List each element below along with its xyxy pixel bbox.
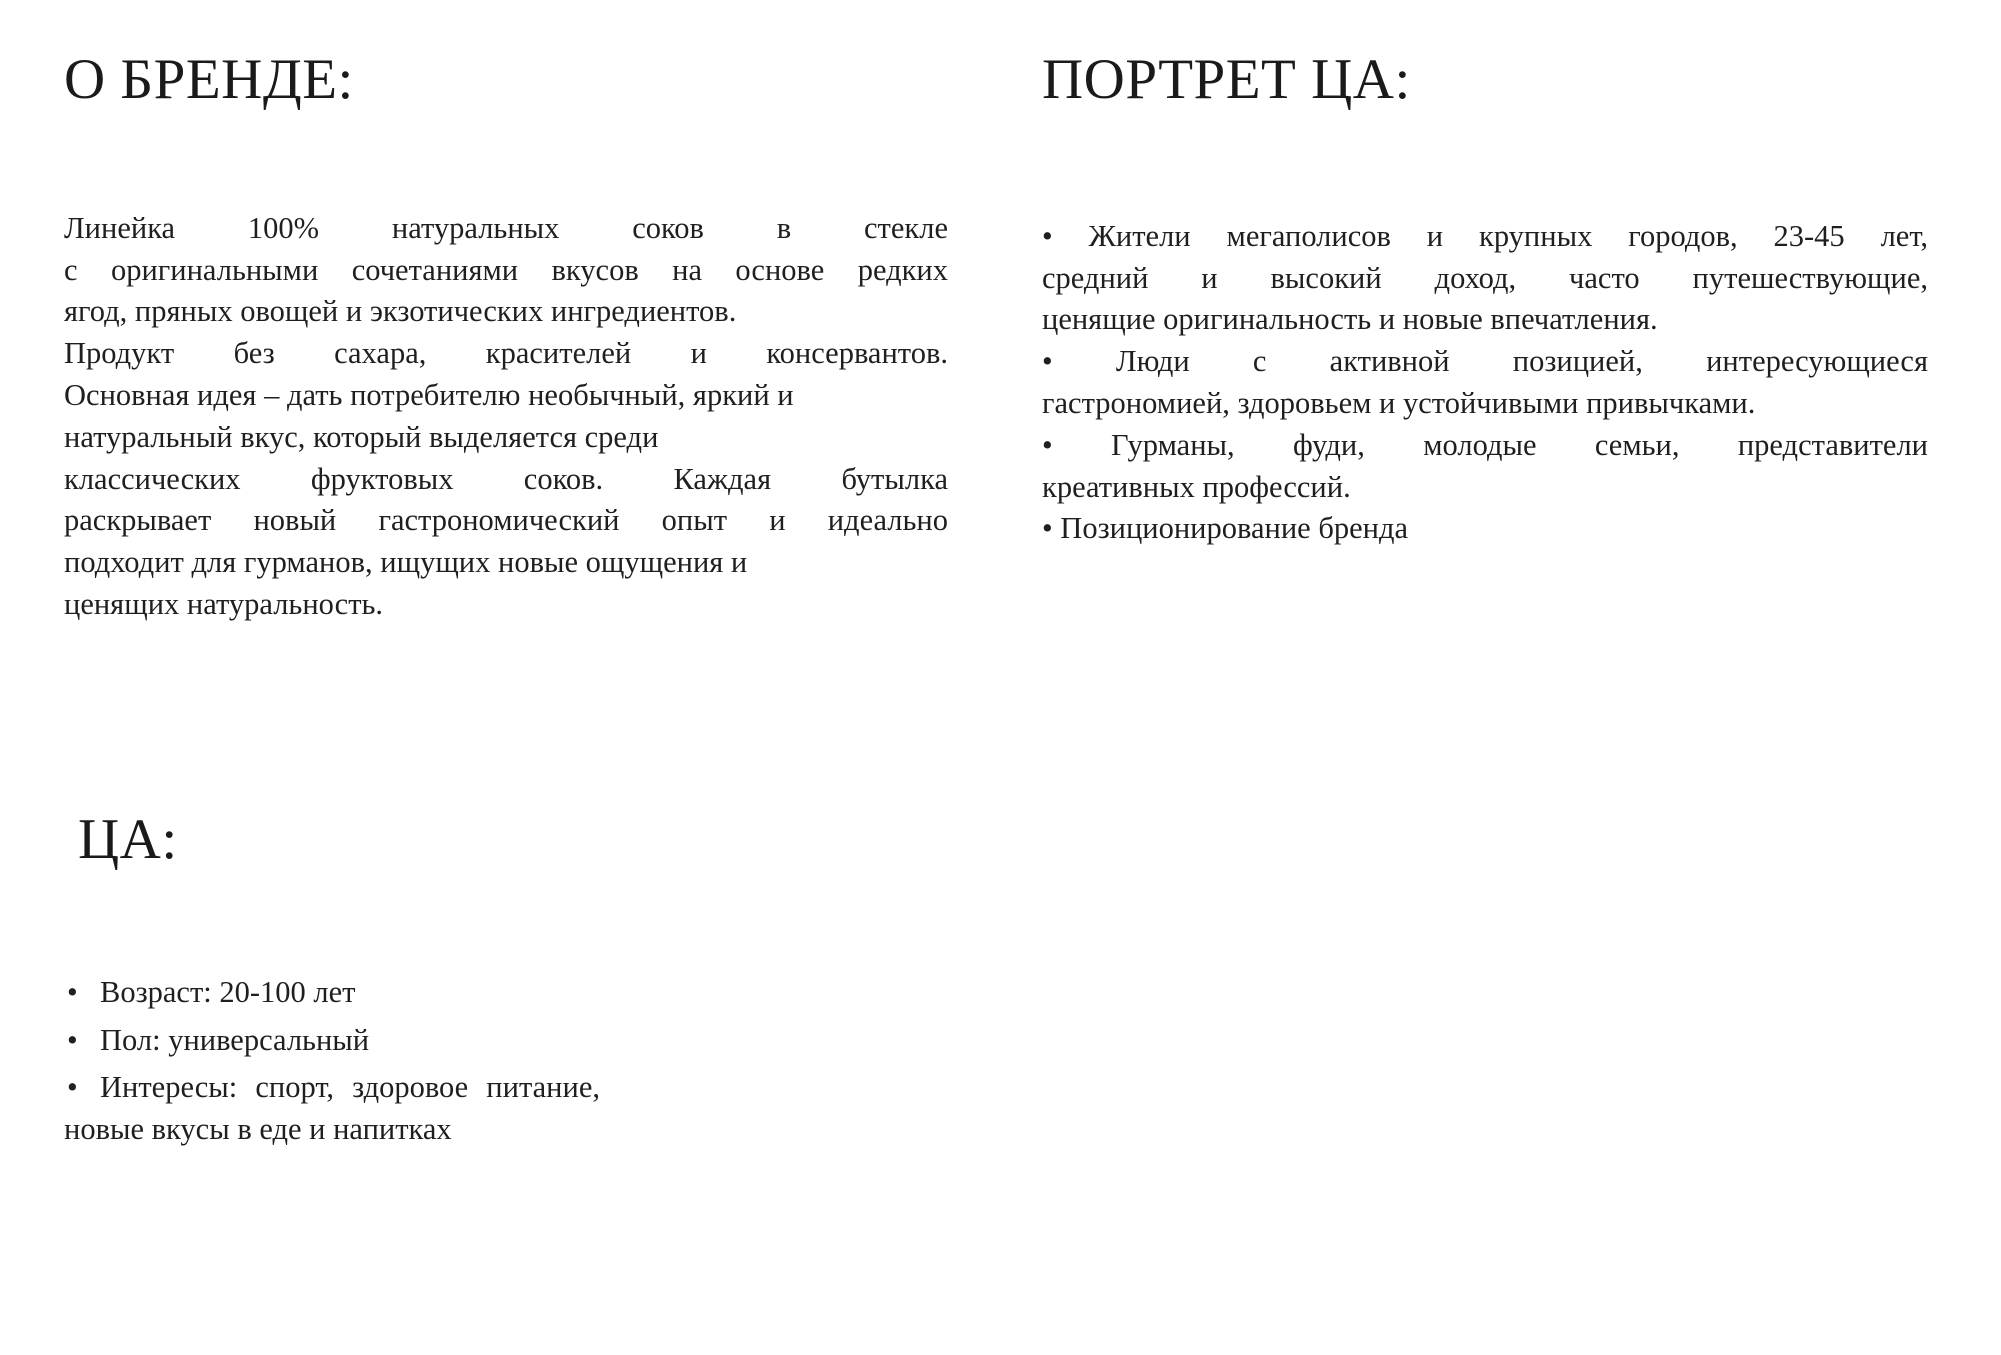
about-brand-body [64, 208, 948, 626]
target-audience-item-age: Возраст: 20-100 лет [100, 974, 356, 1009]
bullet-1-line-1: • Жители мегаполисов и крупных городов, 23-45 лет, [1042, 218, 1928, 253]
bullet-1-line-3: ценящие оригинальность и новые впечатления. [1042, 302, 1658, 337]
bullet-icon: • [67, 1070, 78, 1105]
target-audience-item-interests: Интересы: спорт, здоровое питание, [100, 1070, 600, 1105]
target-audience-list [64, 972, 948, 1151]
about-brand-line-5: Основная идея – дать потребителю необычный, яркий и [64, 377, 794, 412]
bullet-3-line-2: креативных профессий. [1042, 469, 1351, 504]
section-audience-portrait [1042, 48, 1928, 550]
about-brand-line-6: натуральный вкус, который выделяется среди [64, 419, 659, 454]
section-target-audience [64, 808, 948, 1157]
about-brand-line-4: Продукт без сахара, красителей и консервантов. [64, 336, 948, 371]
about-brand-line-1: Линейка 100% натуральных соков в стекле [64, 210, 948, 245]
about-brand-line-3: ягод, пряных овощей и экзотических ингредиентов. [64, 294, 737, 329]
list-item [64, 1020, 948, 1062]
audience-portrait-heading: ПОРТРЕТ ЦА: [1042, 48, 1411, 111]
bullet-1-line-2: средний и высокий доход, часто путешествующие, [1042, 260, 1928, 295]
target-audience-body [64, 972, 948, 1151]
about-brand-paragraph [64, 208, 948, 626]
audience-portrait-bullet-1 [1042, 216, 1928, 341]
bullet-4-line-1: • Позиционирование бренда [1042, 511, 1409, 546]
section-about-brand [64, 48, 948, 626]
audience-portrait-bullet-3 [1042, 425, 1928, 509]
about-brand-heading: О БРЕНДЕ: [64, 48, 354, 111]
list-item [64, 1067, 948, 1151]
list-item [64, 972, 948, 1014]
target-audience-item-gender: Пол: универсальный [100, 1022, 370, 1057]
bullet-2-line-2: гастрономией, здоровьем и устойчивыми привычками. [1042, 385, 1756, 420]
bullet-icon: • [67, 974, 78, 1009]
audience-portrait-bullet-2 [1042, 341, 1928, 425]
audience-portrait-bullet-4 [1042, 508, 1928, 550]
bullet-3-line-1: • Гурманы, фуди, молодые семьи, представители [1042, 427, 1928, 462]
target-audience-item-interests-continued: новые вкусы в еде и напитках [64, 1112, 452, 1147]
bullet-icon: • [67, 1022, 78, 1057]
target-audience-heading: ЦА: [78, 808, 178, 871]
about-brand-line-10: ценящих натуральность. [64, 586, 384, 621]
audience-portrait-body [1042, 216, 1928, 550]
about-brand-line-2: с оригинальными сочетаниями вкусов на основе редких [64, 252, 948, 287]
bullet-2-line-1: • Люди с активной позицией, интересующиеся [1042, 344, 1928, 379]
about-brand-line-7: классических фруктовых соков. Каждая бутылка [64, 461, 948, 496]
about-brand-line-9: подходит для гурманов, ищущих новые ощущения и [64, 545, 748, 580]
about-brand-line-8: раскрывает новый гастрономический опыт и идеально [64, 503, 948, 538]
